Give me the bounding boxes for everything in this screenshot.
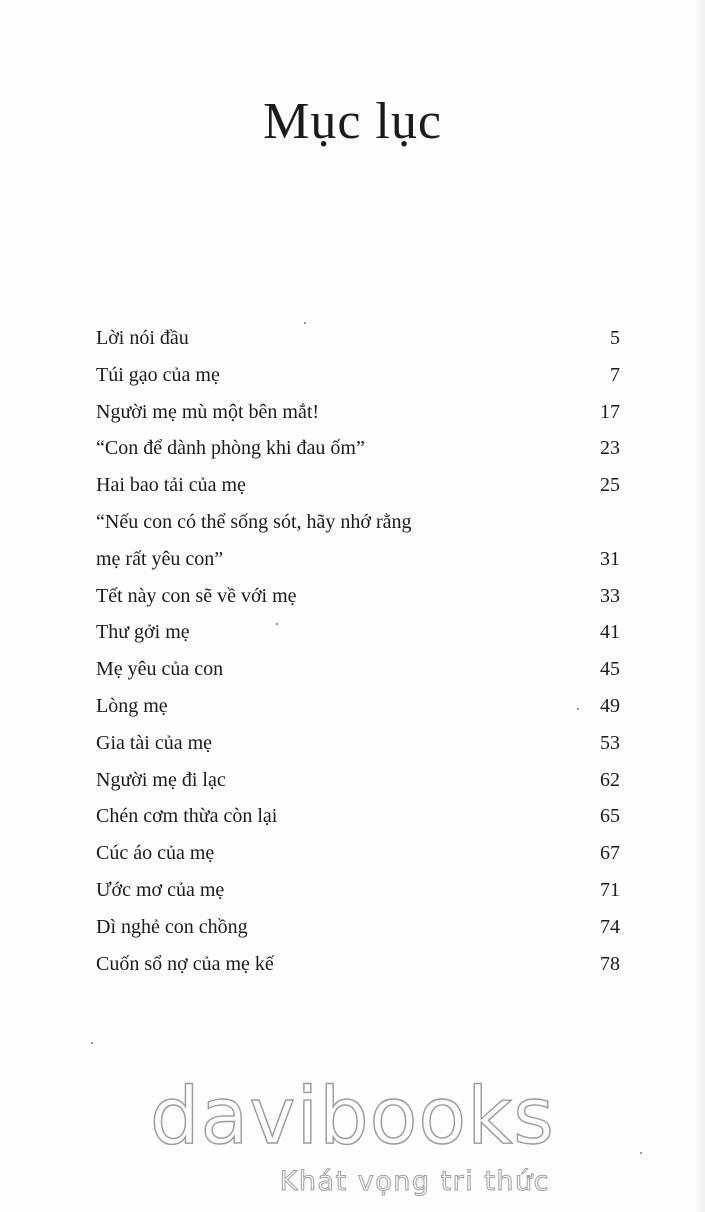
page-edge-shadow xyxy=(695,0,705,1212)
toc-entry-page: 17 xyxy=(600,400,620,423)
toc-entry xyxy=(96,614,620,651)
toc-entry-title: Gia tài của mẹ xyxy=(96,731,213,754)
scan-speck xyxy=(91,1042,93,1044)
toc-entry xyxy=(96,651,620,688)
toc-entry-page: 7 xyxy=(610,363,620,386)
toc-entry-title: Chén cơm thừa còn lại xyxy=(96,805,278,828)
toc-entry xyxy=(96,798,620,835)
toc-entry xyxy=(96,430,620,467)
toc-entry-title: Hai bao tải của mẹ xyxy=(96,474,246,497)
toc-entry-page: 78 xyxy=(600,952,620,975)
toc-entry-page: 23 xyxy=(600,437,620,460)
toc-entry-title: Người mẹ đi lạc xyxy=(96,768,226,791)
toc-entry xyxy=(96,394,620,431)
toc-entry-title: Túi gạo của mẹ xyxy=(96,363,220,386)
toc-entry-page: 45 xyxy=(600,658,620,681)
scan-speck xyxy=(640,1152,642,1154)
toc-entry xyxy=(96,835,620,872)
toc-entry-title: Mẹ yêu của con xyxy=(96,658,224,681)
page-title: Mục lục xyxy=(263,93,442,150)
toc-entry-title: Thư gởi mẹ xyxy=(96,621,190,644)
toc-entry xyxy=(96,762,620,799)
toc-entry xyxy=(96,872,620,909)
publisher-watermark xyxy=(150,1072,555,1197)
toc-entry xyxy=(96,946,620,983)
toc-entry-title: “Con để dành phòng khi đau ốm” xyxy=(96,437,365,460)
toc-entry xyxy=(96,541,620,578)
toc-entry-page: 62 xyxy=(600,768,620,791)
toc-entry-page: 74 xyxy=(600,915,620,938)
watermark-brand: davibooks xyxy=(150,1072,555,1162)
toc-entry-title: Tết này con sẽ về với mẹ xyxy=(96,584,297,607)
scan-speck xyxy=(577,708,579,710)
toc-entry xyxy=(96,320,620,357)
toc-entry xyxy=(96,578,620,615)
toc-entry-page: 41 xyxy=(600,621,620,644)
toc-entry-page: 31 xyxy=(600,547,620,570)
scan-speck xyxy=(304,322,306,324)
toc-entry-title: Lời nói đầu xyxy=(96,327,189,349)
toc-entry xyxy=(96,688,620,725)
toc-entry-title: Cúc áo của mẹ xyxy=(96,842,215,865)
toc-entry-title: Người mẹ mù một bên mắt! xyxy=(96,400,320,423)
toc-entry-title: “Nếu con có thể sống sót, hãy nhớ rằng xyxy=(96,510,412,533)
toc-entry-title: Lòng mẹ xyxy=(96,694,168,717)
toc-entry-page: 67 xyxy=(600,842,620,865)
scan-speck xyxy=(276,623,278,625)
watermark-tagline: Khát vọng tri thức xyxy=(279,1166,550,1197)
table-of-contents xyxy=(96,320,620,982)
toc-entry-page: 71 xyxy=(600,878,620,901)
toc-entry-page: 33 xyxy=(600,584,620,607)
toc-entry-title: mẹ rất yêu con” xyxy=(96,547,224,570)
toc-entry-page: 65 xyxy=(600,805,620,828)
toc-entry-page: 5 xyxy=(610,327,620,349)
toc-entry-title: Ước mơ của mẹ xyxy=(96,878,225,901)
toc-entry-page: 49 xyxy=(600,694,620,717)
toc-entry-title: Dì nghẻ con chồng xyxy=(96,915,248,938)
toc-entry-title: Cuốn sổ nợ của mẹ kế xyxy=(96,952,274,975)
toc-entry xyxy=(96,909,620,946)
toc-entry xyxy=(96,725,620,762)
toc-entry xyxy=(96,357,620,394)
toc-entry-page: 25 xyxy=(600,474,620,497)
toc-entry xyxy=(96,504,620,541)
toc-entry xyxy=(96,467,620,504)
toc-entry-page: 53 xyxy=(600,731,620,754)
